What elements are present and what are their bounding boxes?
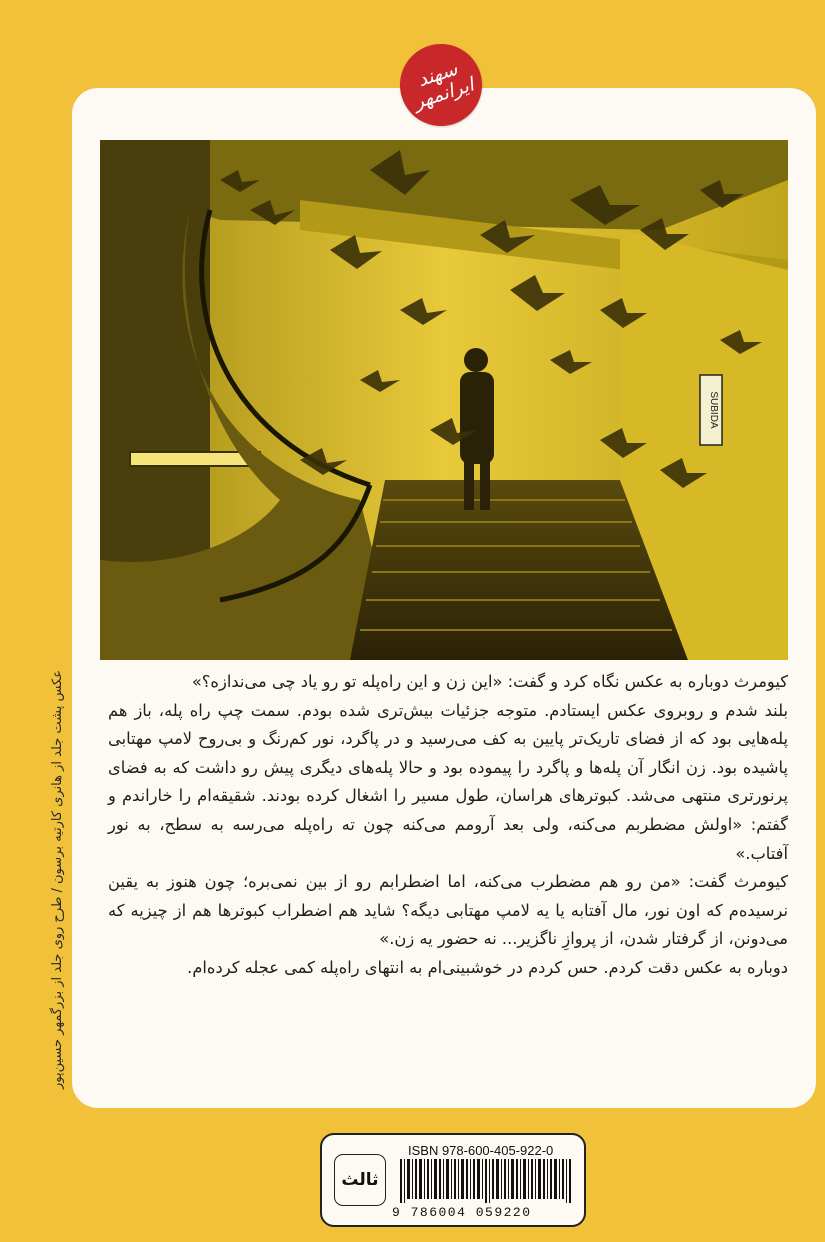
story-excerpt — [108, 668, 788, 983]
barcode-box — [320, 1133, 586, 1227]
barcode-number: 9 786004 059220 — [392, 1205, 532, 1220]
series-badge-text: سهند ایرانمهر — [410, 57, 477, 114]
isbn-label: ISBN 978-600-405-922-0 — [408, 1143, 554, 1158]
subida-sign: SUBIDA — [708, 391, 719, 429]
story-paragraph: کیومرث گفت: «من رو هم مضطرب می‌کنه، اما اضطرابم رو از بین نمی‌بره؛ چون هنوز به یقین نرسیده‌م که اون نور، مال آفتابه یا یه لامپ مهتابی دیگه؟ شاید هم اضطراب کبوترها هم از چیزیه که می‌دونن، از گرفتار شدن، از پروازِ ناگزیر... نه حضور یه زن.» — [108, 872, 788, 949]
barcode-bars — [400, 1159, 576, 1203]
story-paragraph: بلند شدم و روبروی عکس ایستادم. متوجه جزئیات بیش‌تری شده بودم. سمت چپ راه پله، باز هم پله‌هایی بود که از فضای تاریک‌تر پایین به کف می‌رسید و در پاگرد، نور کم‌رنگ و بی‌روح لامپ مهتابی پاشیده بود. زن انگار آن پله‌ها و پاگرد را پیموده بود و حالا پله‌های دیگری پیش رو داشت که به فضای پرنورتری منتهی می‌شد. کبوترهای هراسان، طول مسیر را اشغال کرده بودند. شقیقه‌ام را خاراندم و گفتم: «اولش مضطربم می‌کنه، ولی بعد آرومم می‌کنه چون ته راه‌پله می‌رسه به سطح، به نور آفتاب.» — [108, 700, 788, 863]
staircase-photo-illustration — [100, 140, 788, 660]
cover-credit: عکس پشت جلد از هانری کارتیه برسون / طرح روی جلد از بزرگمهر حسین‌پور — [50, 670, 65, 1090]
cover-photo — [100, 140, 788, 660]
publisher-logo: ثالث — [334, 1154, 386, 1206]
story-paragraph: دوباره به عکس دقت کردم. حس کردم در خوشبینی‌ام به انتهای راه‌پله کمی عجله کرده‌ام. — [187, 957, 788, 977]
story-paragraph: کیومرث دوباره به عکس نگاه کرد و گفت: «این زن و این راه‌پله تو رو یاد چی می‌ندازه؟» — [191, 672, 788, 691]
